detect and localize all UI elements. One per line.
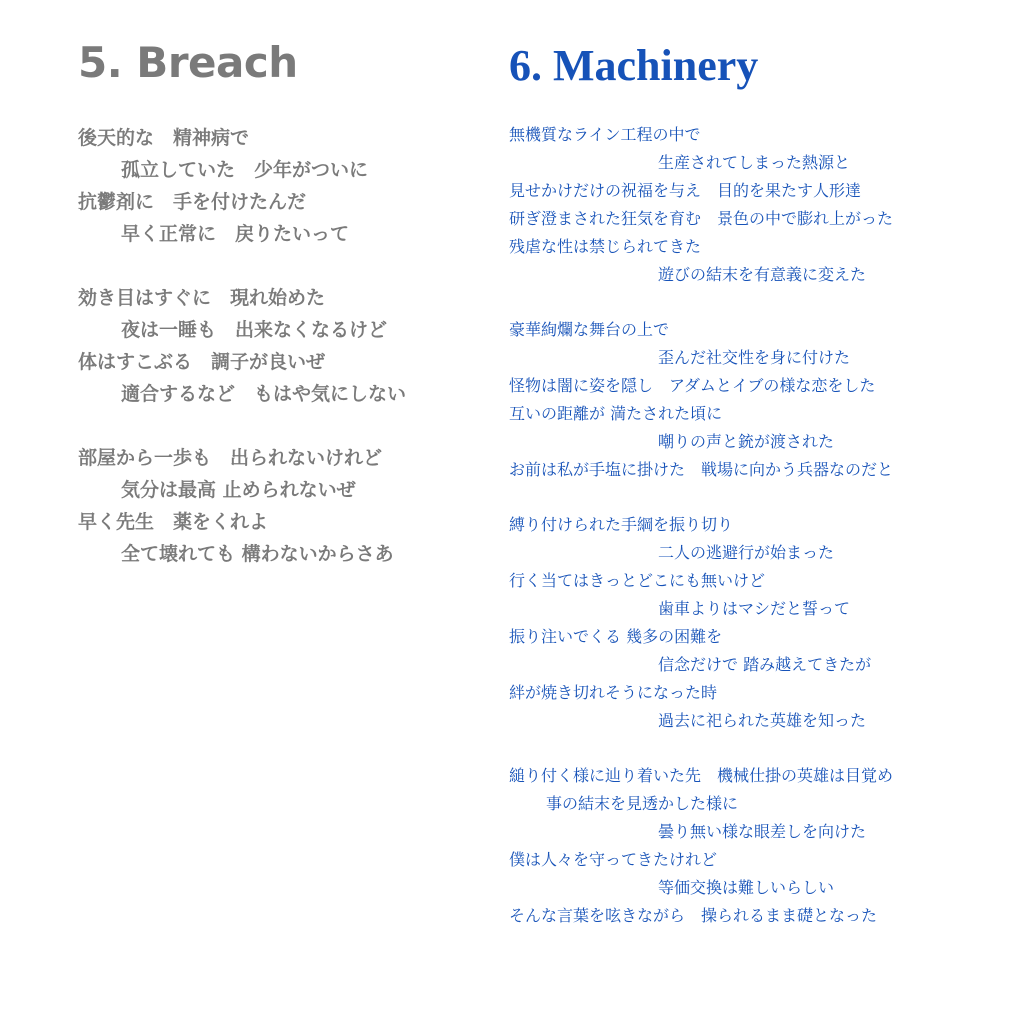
lyric-line: お前は私が手塩に掛けた 戦場に向かう兵器なのだと [509, 460, 894, 479]
lyric-line: 怪物は闇に姿を隠し アダムとイブの様な恋をした [509, 376, 876, 395]
lyric-line: 全て壊れても 構わないからさあ [121, 543, 394, 565]
stanza [509, 316, 893, 484]
stanza-gap [509, 289, 893, 316]
lyric-line: 互いの距離が 満たされた頃に [509, 404, 723, 423]
lyric-line: 事の結末を見透かした様に [546, 794, 739, 813]
stanza [509, 762, 893, 930]
lyric-line: 信念だけで 踏み越えてきたが [658, 655, 872, 674]
lyric-line: 遊びの結末を有意義に変えた [658, 265, 867, 284]
lyric-line: 夜は一睡も 出来なくなるけど [121, 319, 388, 341]
lyric-line: 嘲りの声と銃が渡された [658, 432, 835, 451]
stanza [509, 511, 893, 735]
lyric-line: 部屋から一歩も 出られないけれど [78, 447, 383, 469]
lyric-line: 研ぎ澄まされた狂気を育む 景色の中で膨れ上がった [509, 209, 894, 228]
lyric-line: 後天的な 精神病で [78, 127, 250, 149]
lyric-line: 早く正常に 戻りたいって [121, 223, 350, 245]
lyric-line: 二人の逃避行が始まった [658, 543, 835, 562]
lyric-line: 等価交換は難しいらしい [658, 878, 835, 897]
stanza-gap [78, 250, 406, 282]
lyric-line: 行く当てはきっとどこにも無いけど [509, 571, 766, 590]
track-6-title: 6. Machinery [509, 41, 759, 90]
stanza-gap [509, 484, 893, 511]
lyric-line: 振り注いでくる 幾多の困難を [509, 627, 723, 646]
lyric-line: 過去に祀られた英雄を知った [658, 711, 867, 730]
lyric-line: 歪んだ社交性を身に付けた [658, 348, 851, 367]
lyric-line: 残虐な性は禁じられてきた [509, 237, 702, 256]
stanza [78, 122, 406, 250]
track-5-lyrics [78, 122, 406, 570]
stanza [78, 282, 406, 410]
lyric-line: 曇り無い様な眼差しを向けた [658, 822, 867, 841]
lyric-line: 効き目はすぐに 現れ始めた [78, 287, 326, 309]
lyric-line: 歯車よりはマシだと誓って [658, 599, 851, 618]
lyric-line: 縛り付けられた手綱を振り切り [509, 515, 734, 534]
lyric-line: そんな言葉を呟きながら 操られるまま礎となった [509, 906, 878, 925]
lyric-line: 抗鬱剤に 手を付けたんだ [78, 191, 307, 213]
stanza-gap [78, 410, 406, 442]
stanza [78, 442, 406, 570]
lyric-line: 豪華絢爛な舞台の上で [509, 320, 670, 339]
track-6-lyrics [509, 121, 893, 930]
lyric-line: 生産されてしまった熱源と [658, 153, 851, 172]
stanza [509, 121, 893, 289]
lyric-line: 適合するなど もはや気にしない [121, 383, 407, 405]
lyric-line: 見せかけだけの祝福を与え 目的を果たす人形達 [509, 181, 862, 200]
lyric-line: 絆が焼き切れそうになった時 [509, 683, 718, 702]
lyric-line: 縋り付く様に辿り着いた先 機械仕掛の英雄は目覚め [509, 766, 894, 785]
lyric-line: 気分は最高 止められないぜ [121, 479, 356, 501]
stanza-gap [509, 735, 893, 762]
lyric-line: 孤立していた 少年がついに [121, 159, 369, 181]
lyric-line: 早く先生 薬をくれよ [78, 511, 269, 533]
lyric-line: 体はすこぶる 調子が良いぜ [78, 351, 326, 373]
lyric-line: 無機質なライン工程の中で [509, 125, 701, 144]
lyric-line: 僕は人々を守ってきたけれど [509, 850, 718, 869]
track-5-title: 5. Breach [78, 38, 298, 87]
